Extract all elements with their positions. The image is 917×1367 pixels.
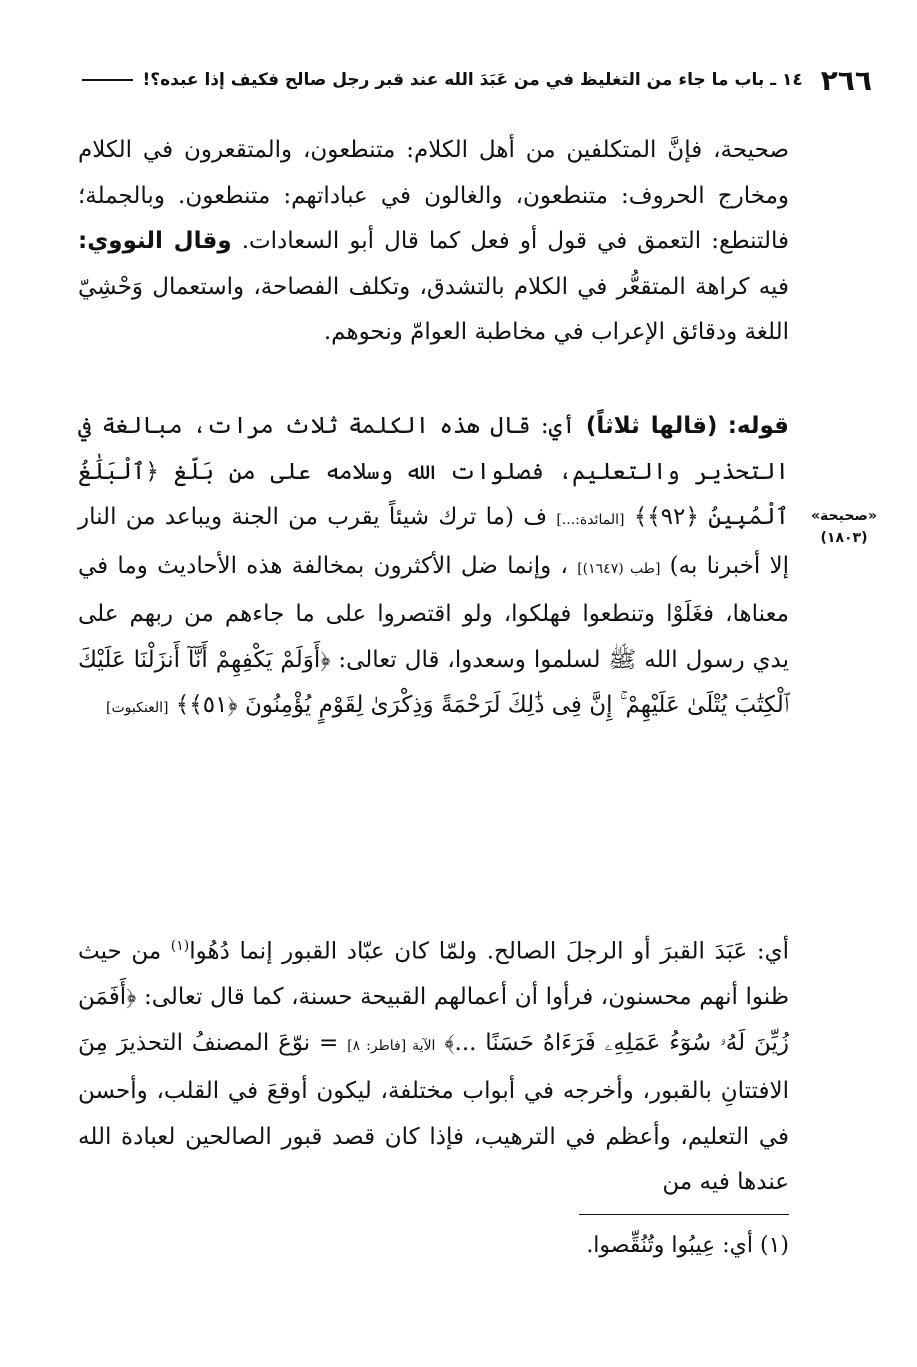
citation: [طب (١٦٤٧)] <box>577 560 661 577</box>
paragraph-text: = نوّعَ المصنفُ التحذيرَ مِنَ الافتتانِ بالقبور، وأخرجه في أبواب مختلفة، ليكون أوقعَ في القلب، وأحسن في التعليم، وأعظم في الترهيب، فإذا كان قصد قبور الصالحين لعبادة الله عندها فيه من <box>78 1029 789 1196</box>
chapter-title: ١٤ ـ باب ما جاء من التغليظ في من عَبَدَ الله عند قبر رجل صالح فكيف إذا عبده؟! <box>142 70 803 90</box>
paragraph-3 <box>78 924 789 1206</box>
quoted-phrase: (قالها ثلاثاً) <box>585 413 718 439</box>
paragraph-text: صحيحة، فإنَّ المتكلفين من أهل الكلام: متنطعون، والمتقعرون في الكلام ومخارج الحروف: متنطعون، والغالون في عباداتهم: متنطعون. وبالجملة؛ فالتنطع: التعمق في قول أو فعل كما قال أبو السعادات. <box>78 137 790 254</box>
footnote: (١) أي: عِيبُوا وتُنُقِّصوا. <box>586 1233 789 1258</box>
paragraph-text: ، وإنما ضل الأكثرون بمخالفة هذه الأحاديث وما في معناها، فغَلَوْا وتنطعوا فهلكوا، ولو اقتصروا على ما جاءهم من ربهم على يدي رسول الله ﷺ لسلموا وسعدوا، قال تعالى: ﴿أَوَلَمْ يَكْفِهِمْ أَنَّآ أَنزَلْنَا عَلَيْكَ ٱلْكِتَٰبَ يُتْلَىٰ عَلَيْهِمْ ۚ إِنَّ فِى ذَٰلِكَ لَرَحْمَةً وَذِكْرَىٰ لِقَوْمٍ يُؤْمِنُونَ ﴿٥١﴾﴾ <box>78 552 789 718</box>
running-header <box>82 60 872 100</box>
citation: [المائدة:...] <box>556 512 625 528</box>
citation: الآية [فاطر: ٨] <box>347 1037 436 1054</box>
paragraph-1 <box>78 128 789 356</box>
paragraph-2 <box>78 404 789 732</box>
paragraph-text: أي: قال هذه الكلمة ثلاث مرات، مبالغة في التحذير والتعليم، فصلوات الله وسلامه على من بَلّغ ﴿ٱلْبَلَٰغُ ٱلْمُبِينُ ﴿٩٢﴾﴾ <box>78 413 789 530</box>
header-rule <box>82 79 133 81</box>
paragraph-text: من حيث ظنوا أنهم محسنون، فرأوا أن أعمالهم القبيحة حسنة، كما قال تعالى: ﴿أَفَمَن زُيِّنَ لَهُۥ سُوٓءُ عَمَلِهِۦ فَرَءَاهُ حَسَنًا ...﴾ <box>78 938 790 1056</box>
paragraph-text: ف (ما ترك شيئاً يقرب من الجنة ويباعد من النار إلا أخبرنا به) <box>78 504 790 579</box>
page-number: ٢٦٦ <box>820 63 872 97</box>
footnote-rule <box>579 1214 789 1215</box>
qawluhu-label: قوله: <box>727 413 789 439</box>
paragraph-text: أي: عَبَدَ القبرَ أو الرجلَ الصالح. ولمّا كان عبّاد القبور إنما دُهُوا <box>189 938 789 965</box>
citation: [العنكبوت] <box>106 700 169 716</box>
footnote-marker: (١) <box>170 938 190 954</box>
nawawi-label: وقال النووي: <box>78 228 232 254</box>
marginal-note: «صحيحة» (١٨٠٣) <box>810 508 877 546</box>
paragraph-text: فيه كراهة المتقعُّر في الكلام بالتشدق، وتكلف الفصاحة، واستعمال وَحْشِيّ اللغة ودقائق الإعراب في مخاطبة العوامّ ونحوهم. <box>78 273 789 345</box>
